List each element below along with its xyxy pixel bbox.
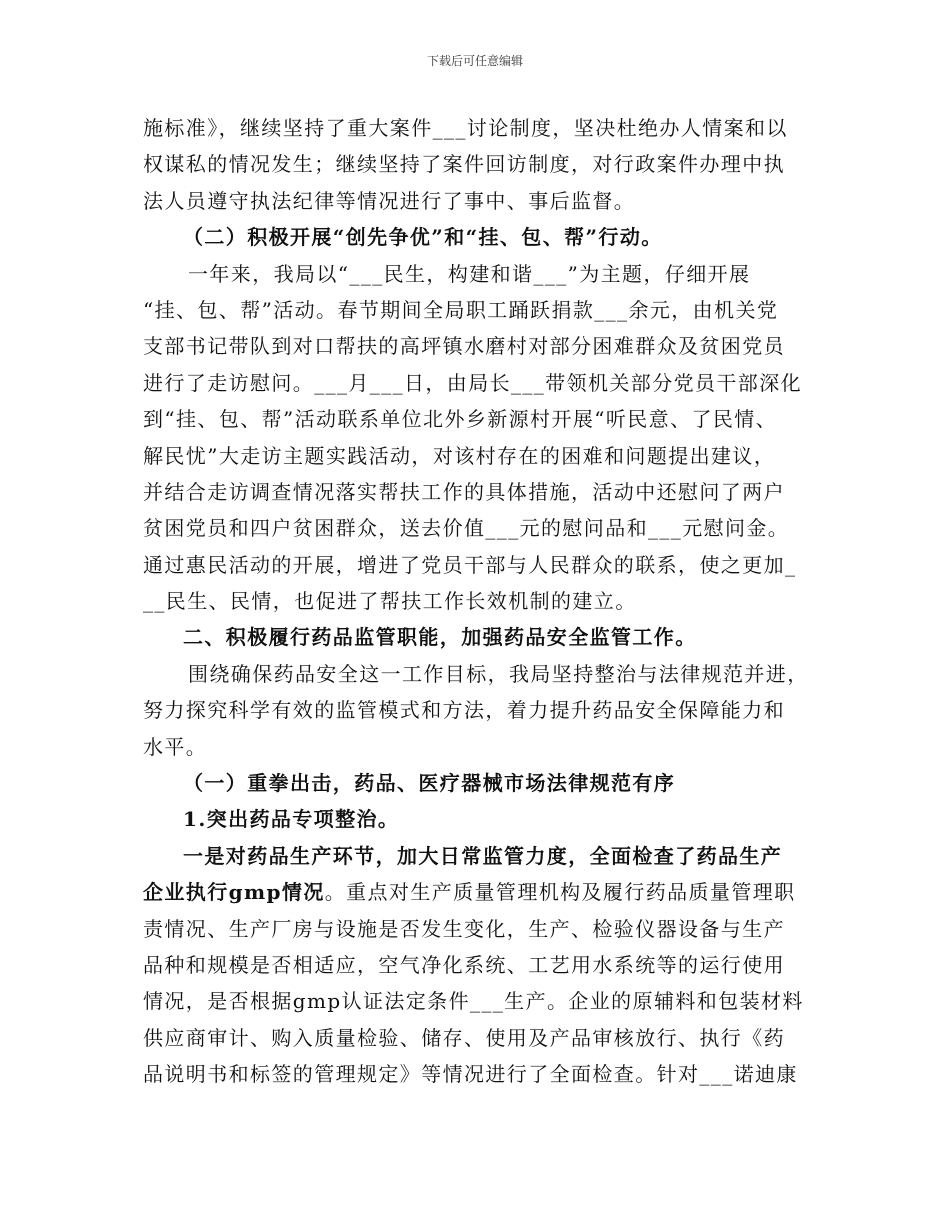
paragraph-line: 努力探究科学有效的监管模式和方法，着力提升药品安全保障能力和 [143,698,785,723]
section-heading: （一）重拳出击，药品、医疗器械市场法律规范有序 [183,771,676,796]
section-heading: （二）积极开展“创先争优”和“挂、包、帮”行动。 [183,225,663,250]
paragraph-line: 一年来，我局以“___民生，构建和谐___”为主题，仔细开展 [188,261,751,286]
paragraph-line: 通过惠民活动的开展，增进了党员干部与人民群众的联系，使之更加_ [143,552,797,577]
paragraph-line: 到“挂、包、帮”活动联系单位北外乡新源村开展“听民意、了民情、 [143,407,778,432]
paragraph-line: 并结合走访调查情况落实帮扶工作的具体措施，活动中还慰问了两户 [143,479,785,504]
paragraph-line: 解民忧”大走访主题实践活动，对该村存在的困难和问题提出建议， [143,443,776,468]
page-header: 下载后可任意编辑 [426,54,523,68]
paragraph-line: 支部书记带队到对口帮扶的高坪镇水磨村对部分困难群众及贫困党员 [143,334,785,359]
paragraph-text: 。重点对生产质量管理机构及履行药品质量管理职 [324,880,796,905]
paragraph-line: __民生、民情，也促进了帮扶工作长效机制的建立。 [143,589,637,614]
paragraph-line: 贫困党员和四户贫困群众，送去价值___元的慰问品和___元慰问金。 [143,516,790,541]
paragraph-line: “挂、包、帮”活动。春节期间全局职工踊跃捐款___余元，由机关党 [143,297,779,322]
document-body [143,110,823,1093]
paragraph-line: 水平。 [143,734,208,759]
paragraph-line: 品说明书和标签的管理规定》等情况进行了全面检查。针对___诺迪康 [143,1062,798,1087]
paragraph-line: 法人员遵守执法纪律等情况进行了事中、事后监督。 [143,188,636,213]
paragraph-line: 施标准》，继续坚持了重大案件___讨论制度，坚决杜绝办人情案和以 [143,116,788,140]
paragraph-line: 品种和规模是否相适应，空气净化系统、工艺用水系统等的运行使用 [143,952,785,977]
subsection-heading: 1.突出药品专项整治。 [183,807,400,832]
paragraph-line: 围绕确保药品安全这一工作目标，我局坚持整治与法律规范并进， [188,661,809,686]
paragraph-line: 责情况、生产厂房与设施是否发生变化，生产、检验仪器设备与生产 [143,916,785,941]
paragraph-line: 供应商审计、购入质量检验、储存、使用及产品审核放行、执行《药 [143,1025,785,1050]
paragraph-line [143,874,823,910]
paragraph-line: 情况，是否根据gmp认证法定条件___生产。企业的原辅料和包装材料 [143,989,804,1014]
paragraph-line: 进行了走访慰问。___月___日，由局长___带领机关部分党员干部深化 [143,370,802,395]
paragraph-line: 权谋私的情况发生；继续坚持了案件回访制度，对行政案件办理中执 [143,152,785,177]
section-heading: 二、积极履行药品监管职能，加强药品安全监管工作。 [183,625,697,650]
bold-paragraph-line: 一是对药品生产环节，加大日常监管力度，全面检查了药品生产 [183,843,783,868]
bold-lead-text: 企业执行gmp情况 [143,880,325,905]
